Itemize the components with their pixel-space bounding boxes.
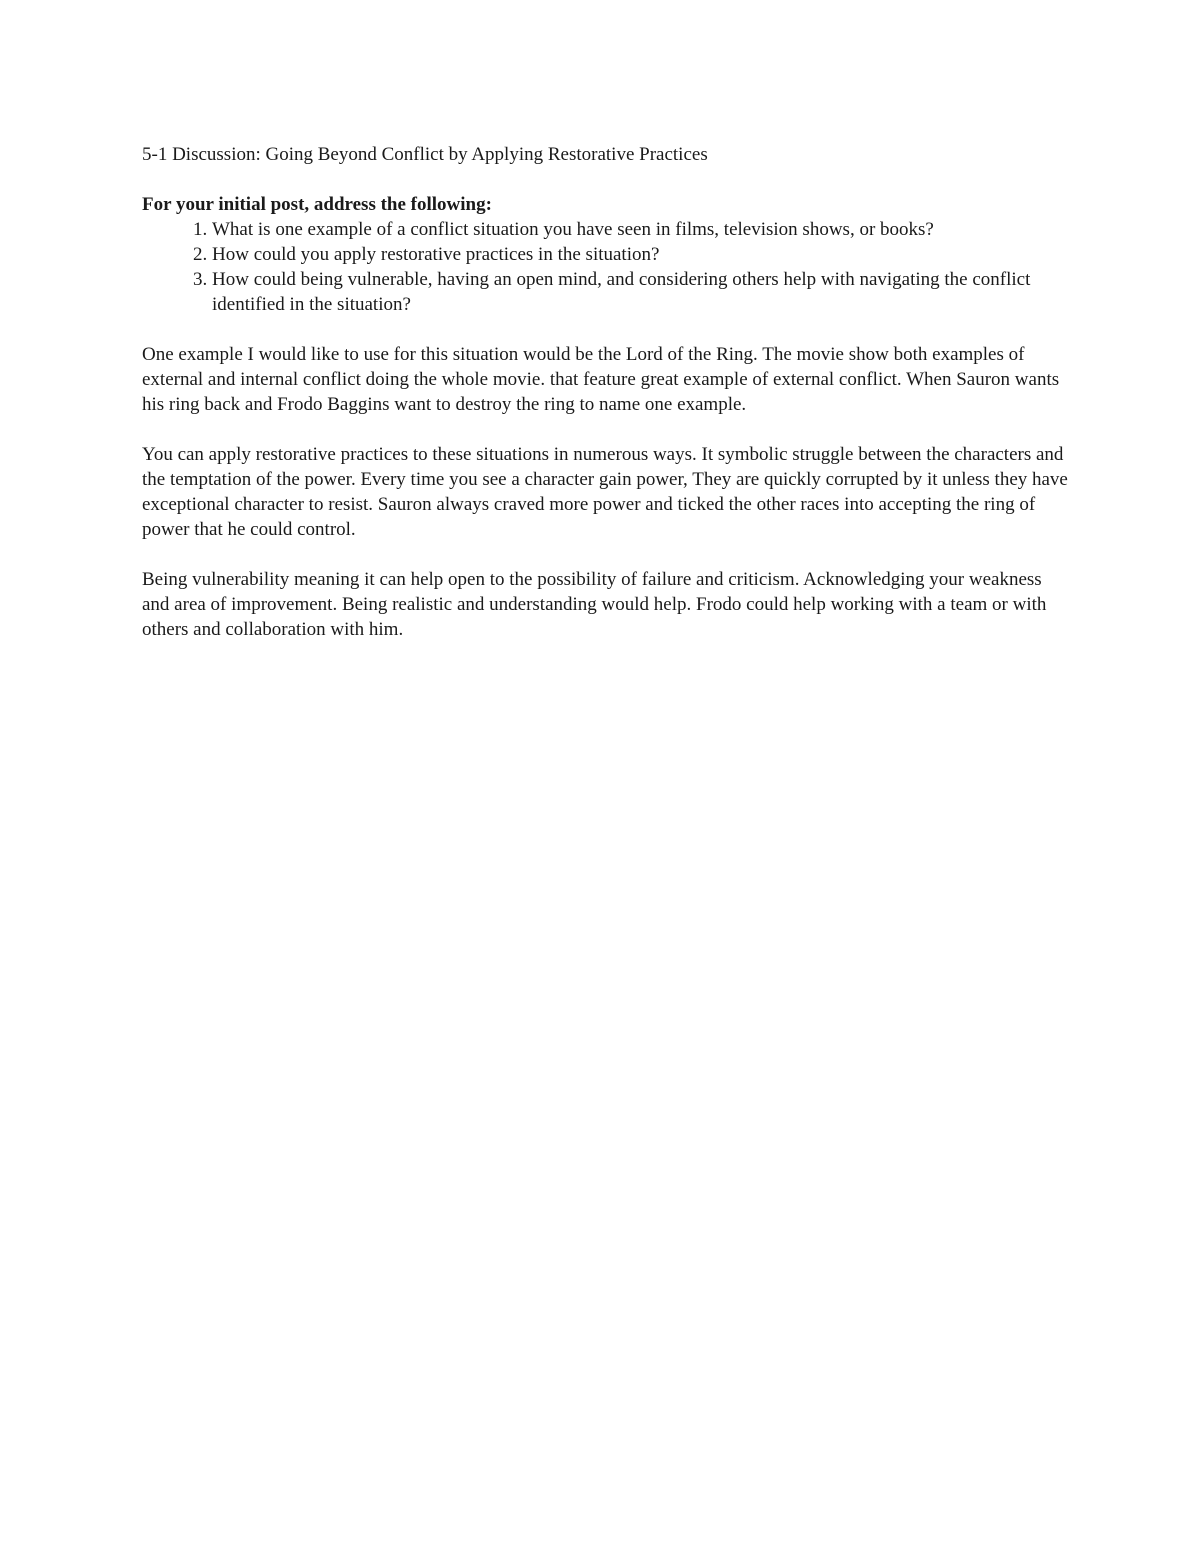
document-title: 5-1 Discussion: Going Beyond Conflict by Applying Restorative Practices	[142, 144, 708, 165]
question-item: 3. How could being vulnerable, having an open mind, and considering others help with navigating the conflict identified in the situation?	[212, 267, 1072, 317]
answer-paragraph-1: One example I would like to use for this situation would be the Lord of the Ring. The movie show both examples of external and internal conflict doing the whole movie. that feature great example of external conflict. When Sauron wants his ring back and Frodo Baggins want to destroy the ring to name one example.	[142, 344, 1060, 415]
document-page	[142, 142, 1072, 667]
question-item: 1. What is one example of a conflict situation you have seen in films, television shows, or books?	[212, 217, 1072, 242]
answer-paragraph-2: You can apply restorative practices to these situations in numerous ways. It symbolic struggle between the characters and the temptation of the power. Every time you see a character gain power, They are quickly corrupted by it unless they have exceptional character to resist. Sauron always craved more power and ticked the other races into accepting the ring of power that he could control.	[142, 444, 1068, 540]
question-item: 2. How could you apply restorative practices in the situation?	[212, 242, 1072, 267]
answer-paragraph-3: Being vulnerability meaning it can help open to the possibility of failure and criticism. Acknowledging your weakness and area of improvement. Being realistic and understanding would help. Frodo could help working with a team or with others and collaboration with him.	[142, 569, 1047, 640]
prompt-heading: For your initial post, address the following:	[142, 194, 492, 215]
question-list	[142, 217, 1072, 317]
